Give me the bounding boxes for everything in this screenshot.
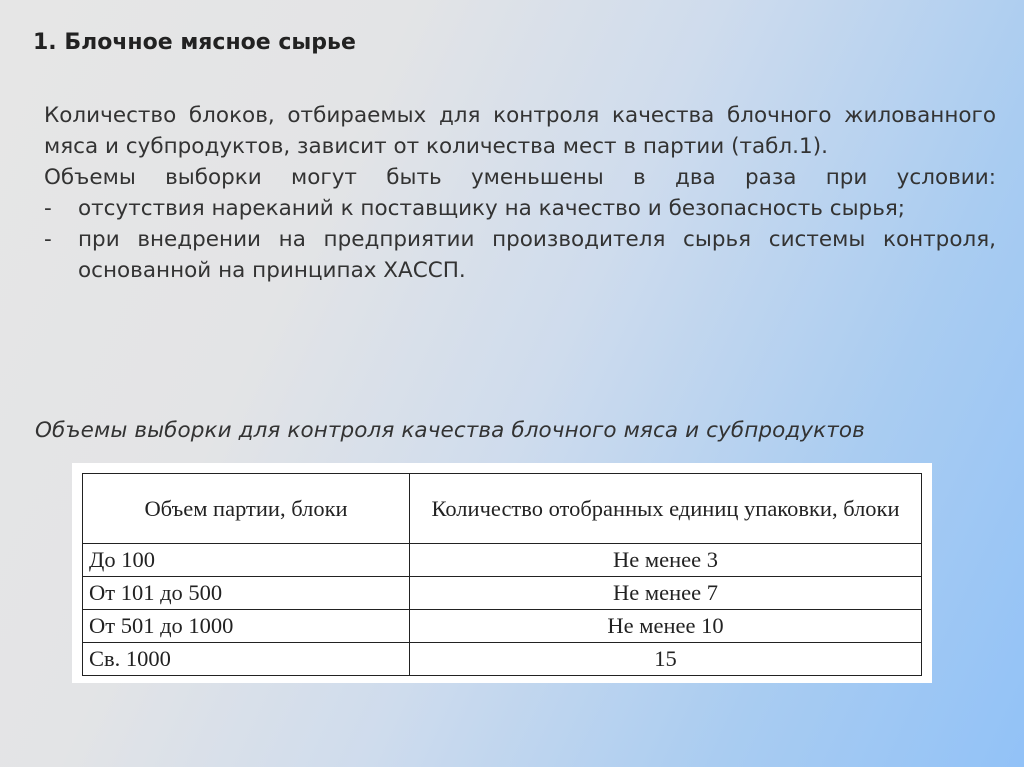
table-caption: Объемы выборки для контроля качества блочного мяса и субпродуктов: [35, 418, 865, 443]
bullet-marker: -: [44, 196, 52, 221]
cell-units: Не менее 10: [410, 610, 922, 643]
cell-lot-size: От 101 до 500: [83, 577, 410, 610]
cell-units: 15: [410, 643, 922, 676]
slide-title: 1. Блочное мясное сырье: [33, 30, 356, 55]
table-row: [83, 544, 922, 577]
table-row: [83, 577, 922, 610]
bullet-text: при внедрении на предприятии производителя сырья системы контроля, основанной на принципах ХАССП.: [78, 227, 996, 283]
table-row: [83, 610, 922, 643]
body-text: [44, 100, 996, 286]
cell-lot-size: До 100: [83, 544, 410, 577]
paragraph-reduction: Объемы выборки могут быть уменьшены в два раза при условии:: [44, 165, 996, 190]
table-image: [72, 463, 932, 683]
bullet-item: [44, 193, 996, 224]
header-lot-size: Объем партии, блоки: [83, 474, 410, 544]
bullet-marker: -: [44, 227, 52, 252]
paragraph-quantity: Количество блоков, отбираемых для контроля качества блочного жилованного мяса и субпродуктов, зависит от количества мест в партии (табл.1).: [44, 103, 996, 159]
cell-units: Не менее 7: [410, 577, 922, 610]
cell-lot-size: От 501 до 1000: [83, 610, 410, 643]
bullet-text: отсутствия нареканий к поставщику на качество и безопасность сырья;: [78, 196, 906, 221]
cell-lot-size: Св. 1000: [83, 643, 410, 676]
table-row: [83, 643, 922, 676]
header-units-selected: Количество отобранных единиц упаковки, блоки: [410, 474, 922, 544]
sampling-table: [82, 473, 922, 676]
cell-units: Не менее 3: [410, 544, 922, 577]
table-header-row: [83, 474, 922, 544]
bullet-item: [44, 224, 996, 286]
